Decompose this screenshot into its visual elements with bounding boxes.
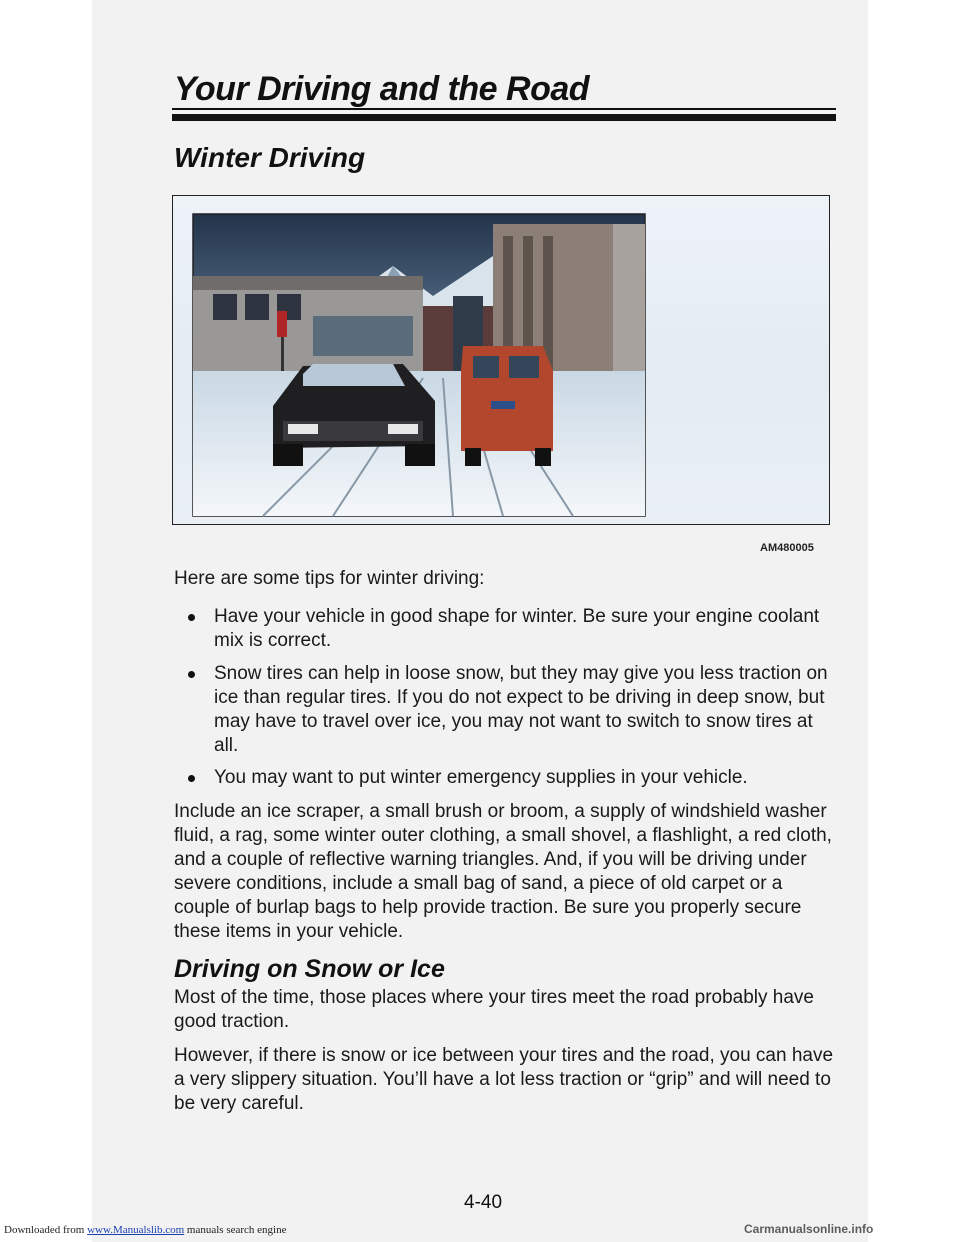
bullet-text: Have your vehicle in good shape for winter. Be sure your engine coolant mix is correct. [214, 606, 820, 651]
slippery-paragraph: However, if there is snow or ice between your tires and the road, you can have a very slippery situation. You’ll have a lot less traction or “grip” and will need to be very careful. [174, 1045, 834, 1114]
bullet-dot [188, 614, 195, 621]
manualslib-link[interactable]: www.Manualslib.com [87, 1224, 185, 1236]
page-number: 4-40 [464, 1192, 503, 1213]
intro-text: Here are some tips for winter driving: [174, 568, 485, 589]
bullet-dot [188, 671, 195, 678]
footer-prefix: Downloaded from [4, 1224, 85, 1236]
winter-scene-drawing [173, 196, 829, 524]
heading-snow-ice: Driving on Snow or Ice [174, 955, 445, 983]
figure-code: AM480005 [760, 542, 814, 554]
list-item [188, 662, 838, 758]
section-title: Your Driving and the Road [174, 70, 590, 108]
list-item [188, 766, 838, 790]
winter-street-illustration [172, 195, 830, 525]
subsection-title: Winter Driving [174, 142, 366, 173]
list-item [188, 605, 838, 653]
download-footer [4, 1224, 286, 1236]
bullet-text: You may want to put winter emergency supplies in your vehicle. [214, 767, 748, 788]
bullet-text: Snow tires can help in loose snow, but they may give you less traction on ice than regular tires. If you do not expect to be driving in deep snow, but may have to travel over ice, you may not want to switch to snow tires at all. [214, 663, 828, 756]
supplies-paragraph: Include an ice scraper, a small brush or broom, a supply of windshield washer fluid, a rag, some winter outer clothing, a small shovel, a flashlight, a red cloth, and a couple of reflective warning triangles. And, if you will be driving under severe conditions, include a small bag of sand, a piece of old carpet or a couple of burlap bags to help provide traction. Be sure you properly secure these items in your vehicle. [174, 801, 832, 942]
footer-suffix: manuals search engine [186, 1224, 287, 1236]
traction-paragraph: Most of the time, those places where your tires meet the road probably have good traction. [174, 987, 814, 1032]
bullet-dot [188, 775, 195, 782]
watermark: Carmanualsonline.info [744, 1222, 874, 1236]
header-rule-thick [172, 114, 836, 121]
header-rule-thin [172, 108, 836, 110]
